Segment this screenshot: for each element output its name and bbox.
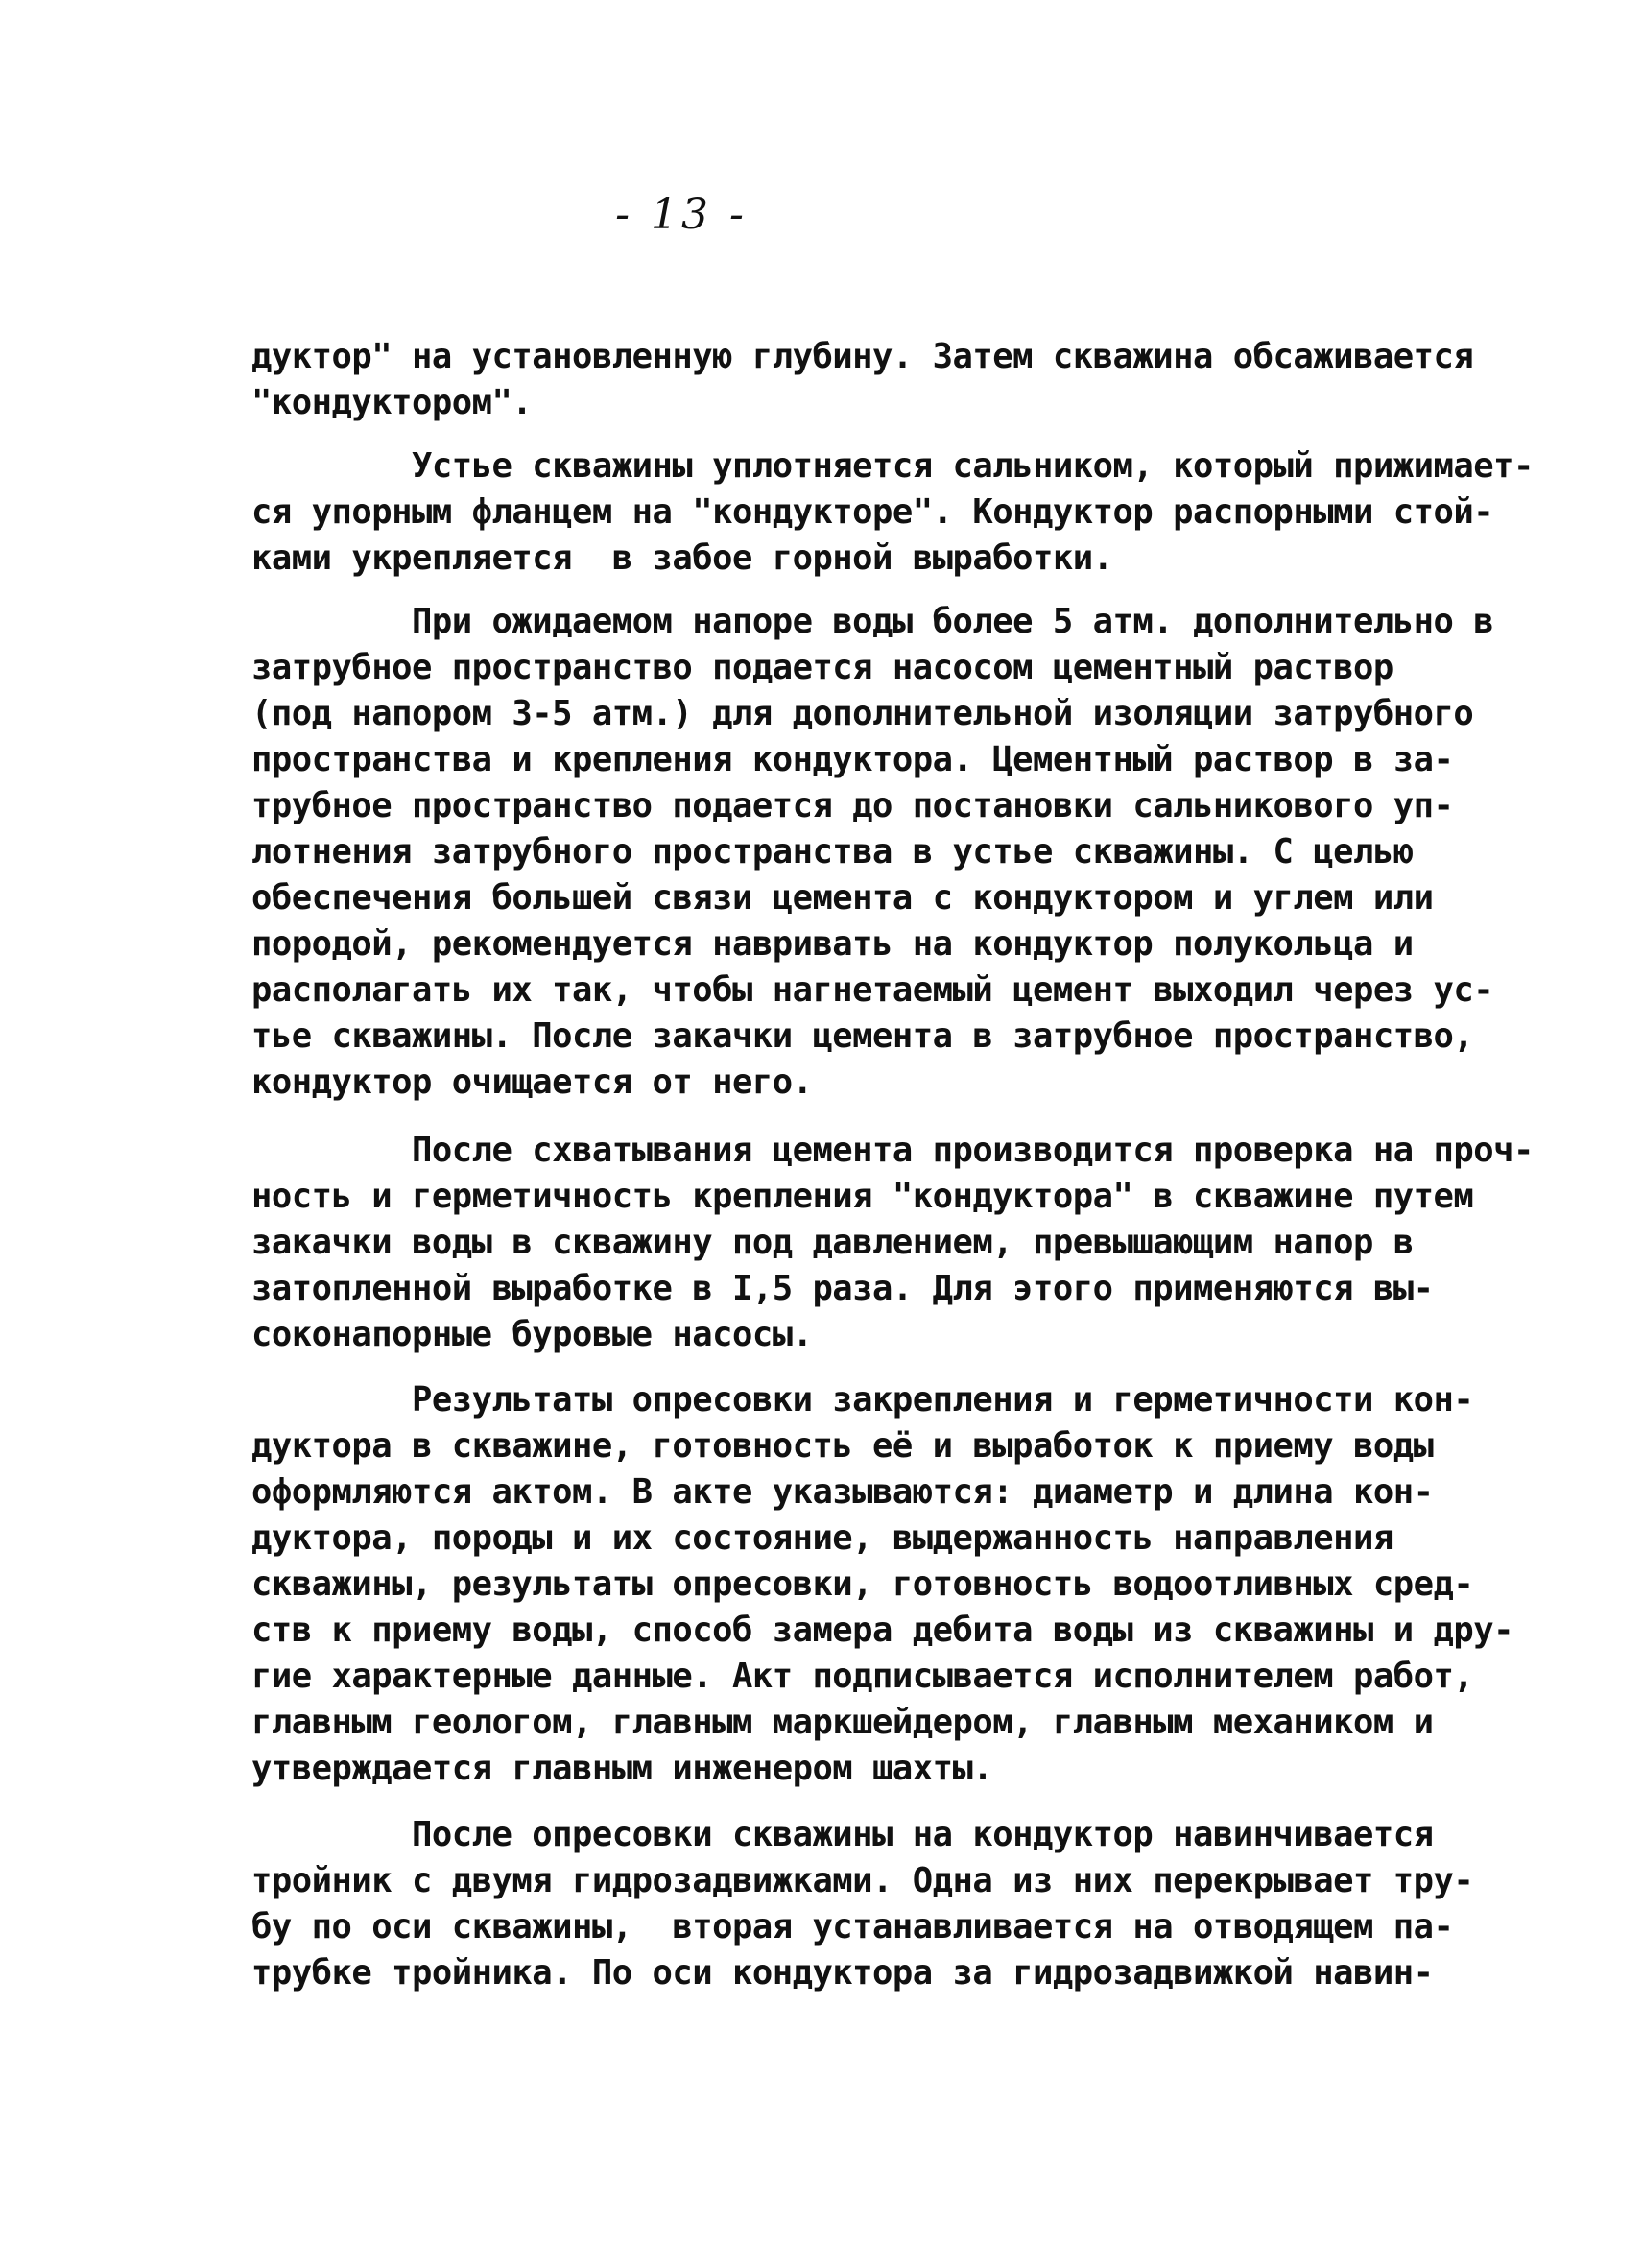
text-line: кондуктор очищается от него.	[251, 1062, 813, 1102]
text-line: дуктора, породы и их состояние, выдержанность направления	[251, 1518, 1393, 1558]
text-line: (под напором 3-5 атм.) для дополнительной изоляции затрубного	[251, 694, 1474, 733]
text-line: тройник с двумя гидрозадвижками. Одна из них перекрывает тру-	[251, 1861, 1474, 1900]
text-line: скважины, результаты опресовки, готовность водоотливных сред-	[251, 1564, 1474, 1604]
text-line: бу по оси скважины, вторая устанавливается на отводящем па-	[251, 1907, 1454, 1946]
text-line: гие характерные данные. Акт подписывается исполнителем работ,	[251, 1657, 1474, 1696]
text-line: трубке тройника. По оси кондуктора за гидрозадвижкой навин-	[251, 1953, 1434, 1993]
text-line: трубное пространство подается до постановки сальникового уп-	[251, 786, 1454, 825]
text-line: дуктора в скважине, готовность её и выработок к приему воды	[251, 1426, 1434, 1466]
text-line: породой, рекомендуется навривать на кондуктор полукольца и	[251, 924, 1414, 964]
text-line: ся упорным фланцем на "кондукторе". Кондуктор распорными стой-	[251, 492, 1494, 532]
text-line: закачки воды в скважину под давлением, превышающим напор в	[251, 1223, 1414, 1262]
text-line: После опресовки скважины на кондуктор навинчивается	[251, 1815, 1434, 1854]
text-line: главным геологом, главным маркшейдером, главным механиком и	[251, 1703, 1434, 1742]
text-line: Устье скважины уплотняется сальником, который прижимает-	[251, 446, 1534, 486]
text-line: тье скважины. После закачки цемента в затрубное пространство,	[251, 1016, 1474, 1056]
text-line: ств к приему воды, способ замера дебита воды из скважины и дру-	[251, 1611, 1513, 1650]
text-line: затрубное пространство подается насосом цементный раствор	[251, 648, 1393, 687]
text-line: соконапорные буровые насосы.	[251, 1315, 813, 1354]
text-line: пространства и крепления кондуктора. Цементный раствор в за-	[251, 740, 1454, 779]
text-line: После схватывания цемента производится проверка на проч-	[251, 1131, 1534, 1170]
text-line: оформляются актом. В акте указываются: диаметр и длина кон-	[251, 1472, 1434, 1512]
text-line: обеспечения большей связи цемента с кондуктором и углем или	[251, 878, 1434, 918]
page-number: - 13 -	[615, 190, 748, 239]
text-line: ность и герметичность крепления "кондуктора" в скважине путем	[251, 1177, 1474, 1216]
text-line: располагать их так, чтобы нагнетаемый цемент выходил через ус-	[251, 970, 1494, 1010]
text-line: Результаты опресовки закрепления и герметичности кон-	[251, 1380, 1474, 1420]
text-line: лотнения затрубного пространства в устье скважины. С целью	[251, 832, 1414, 871]
text-line: ками укрепляется в забое горной выработки.	[251, 538, 1113, 578]
text-line: дуктор" на установленную глубину. Затем скважина обсаживается	[251, 337, 1474, 376]
text-line: При ожидаемом напоре воды более 5 атм. дополнительно в	[251, 602, 1494, 641]
text-line: утверждается главным инженером шахты.	[251, 1749, 993, 1788]
text-line: "кондуктором".	[251, 383, 533, 422]
text-line: затопленной выработке в I,5 раза. Для этого применяются вы-	[251, 1269, 1434, 1308]
